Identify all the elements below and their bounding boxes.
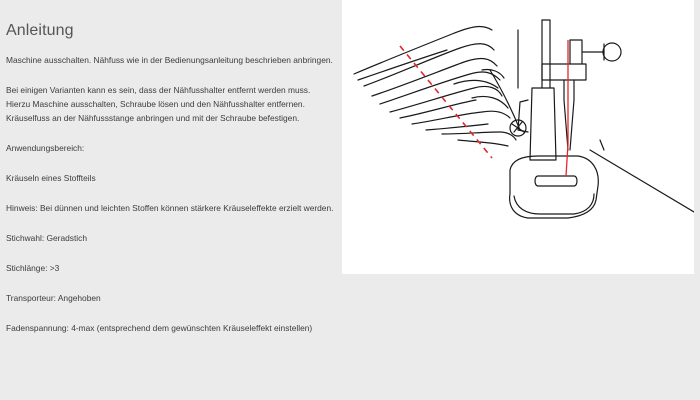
paragraph-hint: Hinweis: Bei dünnen und leichten Stoffen können stärkere Kräuseleffekte erzielt werden. <box>6 203 334 213</box>
page-title: Anleitung <box>6 22 74 39</box>
gathering-foot-illustration <box>342 0 694 274</box>
paragraph-thread-tension: Fadenspannung: 4-max (entsprechend dem gewünschten Kräuseleffekt einstellen) <box>6 323 313 333</box>
paragraph-application: Kräuseln eines Stoffteils <box>6 173 96 183</box>
paragraph-stitch-length: Stichlänge: >3 <box>6 263 60 273</box>
paragraph-stitch: Stichwahl: Geradstich <box>6 233 87 243</box>
paragraph-variant: Bei einigen Varianten kann es sein, dass der Nähfusshalter entfernt werden muss. Hierzu Maschine ausschalten, Schraube lösen und den Nähfusshalter entfernen. Kräuselfuss an der Nähfussstange anbringen und mit der Schraube befestigen. <box>6 85 311 123</box>
paragraph-feed-dog: Transporteur: Angehoben <box>6 293 101 303</box>
sewing-machine-illustration-icon <box>342 0 694 274</box>
instructions-column <box>6 22 336 351</box>
paragraph-intro: Maschine ausschalten. Nähfuss wie in der Bedienungsanleitung beschrieben anbringen. <box>6 55 333 65</box>
paragraph-application-label: Anwendungsbereich: <box>6 143 85 153</box>
stitch-line <box>400 46 492 158</box>
